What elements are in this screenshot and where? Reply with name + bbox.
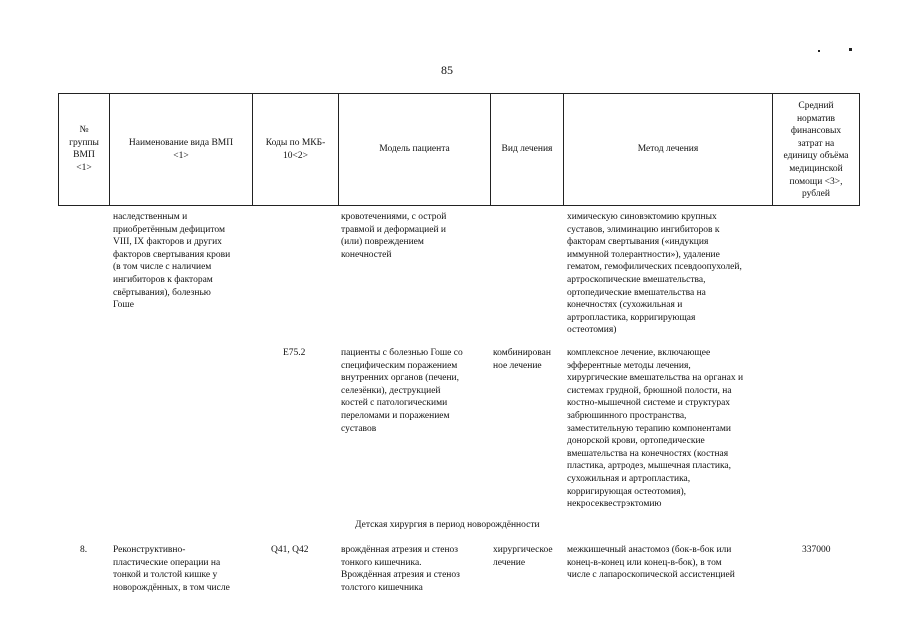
row-b-mkb-code: E75.2 <box>283 348 306 358</box>
row-b-patient-model: пациенты с болезнью Гоше со специфическим поражением внутренних органов (печени, селезёнки), деструкцией костей с патологическими переломами и поражением суставов <box>341 348 463 434</box>
scan-speck <box>849 48 852 51</box>
header-group-number: № группы ВМП <1> <box>69 125 99 173</box>
row-a-patient-model: кровотечениями, с острой травмой и деформацией и (или) повреждением конечностей <box>341 212 447 260</box>
section-title: Детская хирургия в период новорождённости <box>355 520 540 530</box>
header-treatment-type: Вид лечения <box>501 144 553 154</box>
row-b-treatment-method: комплексное лечение, включающее эфферентные методы лечения, хирургические вмешательства на органах и системах грудной, брюшной полости, на костно-мышечной системе и структурах забрюшинного пространства, заместительную терапию компонентами донорской крови, ортопедические вмешательства на конечностях (костная пластика, артродез, мышечная пластика, сухожильная и артропластика, корригирующая остеотомия), некросеквестрэктомию <box>567 348 744 510</box>
row-b-treatment-type: комбинирован ное лечение <box>493 348 551 371</box>
header-treatment-method: Метод лечения <box>637 144 699 154</box>
row-a-treatment-method: химическую синовэктомию крупных суставов, элиминацию ингибиторов к факторам свертывания («индукция иммунной толерантности»), удаление гематом, гемофилических псевдоопухолей, артроскопические вмешательства, ортопедические вмешательства на конечностях (сухожильная и артропластика, корригирующая остеотомия) <box>567 212 742 336</box>
row-c-treatment-method: межкишечный анастомоз (бок-в-бок или конец-в-конец или конец-в-бок), в том числе с лапароскопической ассистенцией <box>567 545 735 581</box>
header-mkb-codes: Коды по МКБ- 10<2> <box>265 138 326 161</box>
column-divider <box>859 93 860 206</box>
row-c-treatment-type: хирургическое лечение <box>493 545 553 568</box>
page-number: 85 <box>441 63 453 77</box>
row-c-vmp-name: Реконструктивно- пластические операции на тонкой и толстой кишке у новорождённых, в том числе <box>113 545 230 593</box>
table-header-bottom-border <box>58 205 860 206</box>
header-vmp-name: Наименование вида ВМП <1> <box>128 138 234 161</box>
row-c-average-norm: 337000 <box>802 545 831 555</box>
scan-speck <box>818 50 820 52</box>
row-c-group-number: 8. <box>80 545 88 555</box>
row-c-mkb-codes: Q41, Q42 <box>271 545 309 555</box>
row-a-vmp-name: наследственным и приобретённым дефицитом VIII, IX факторов и других факторов свертывания крови (в том числе с наличием ингибиторов к факторам свёртывания), болезнью Гоше <box>113 212 231 311</box>
header-average-norm: Средний норматив финансовых затрат на единицу объёма медицинской помощи <3>, рублей <box>783 101 849 200</box>
table-top-border <box>58 93 860 94</box>
row-c-patient-model: врождённая атрезия и стеноз тонкого кишечника. Врождённая атрезия и стеноз толстого кишечника <box>341 545 460 593</box>
header-patient-model: Модель пациента <box>379 144 450 154</box>
